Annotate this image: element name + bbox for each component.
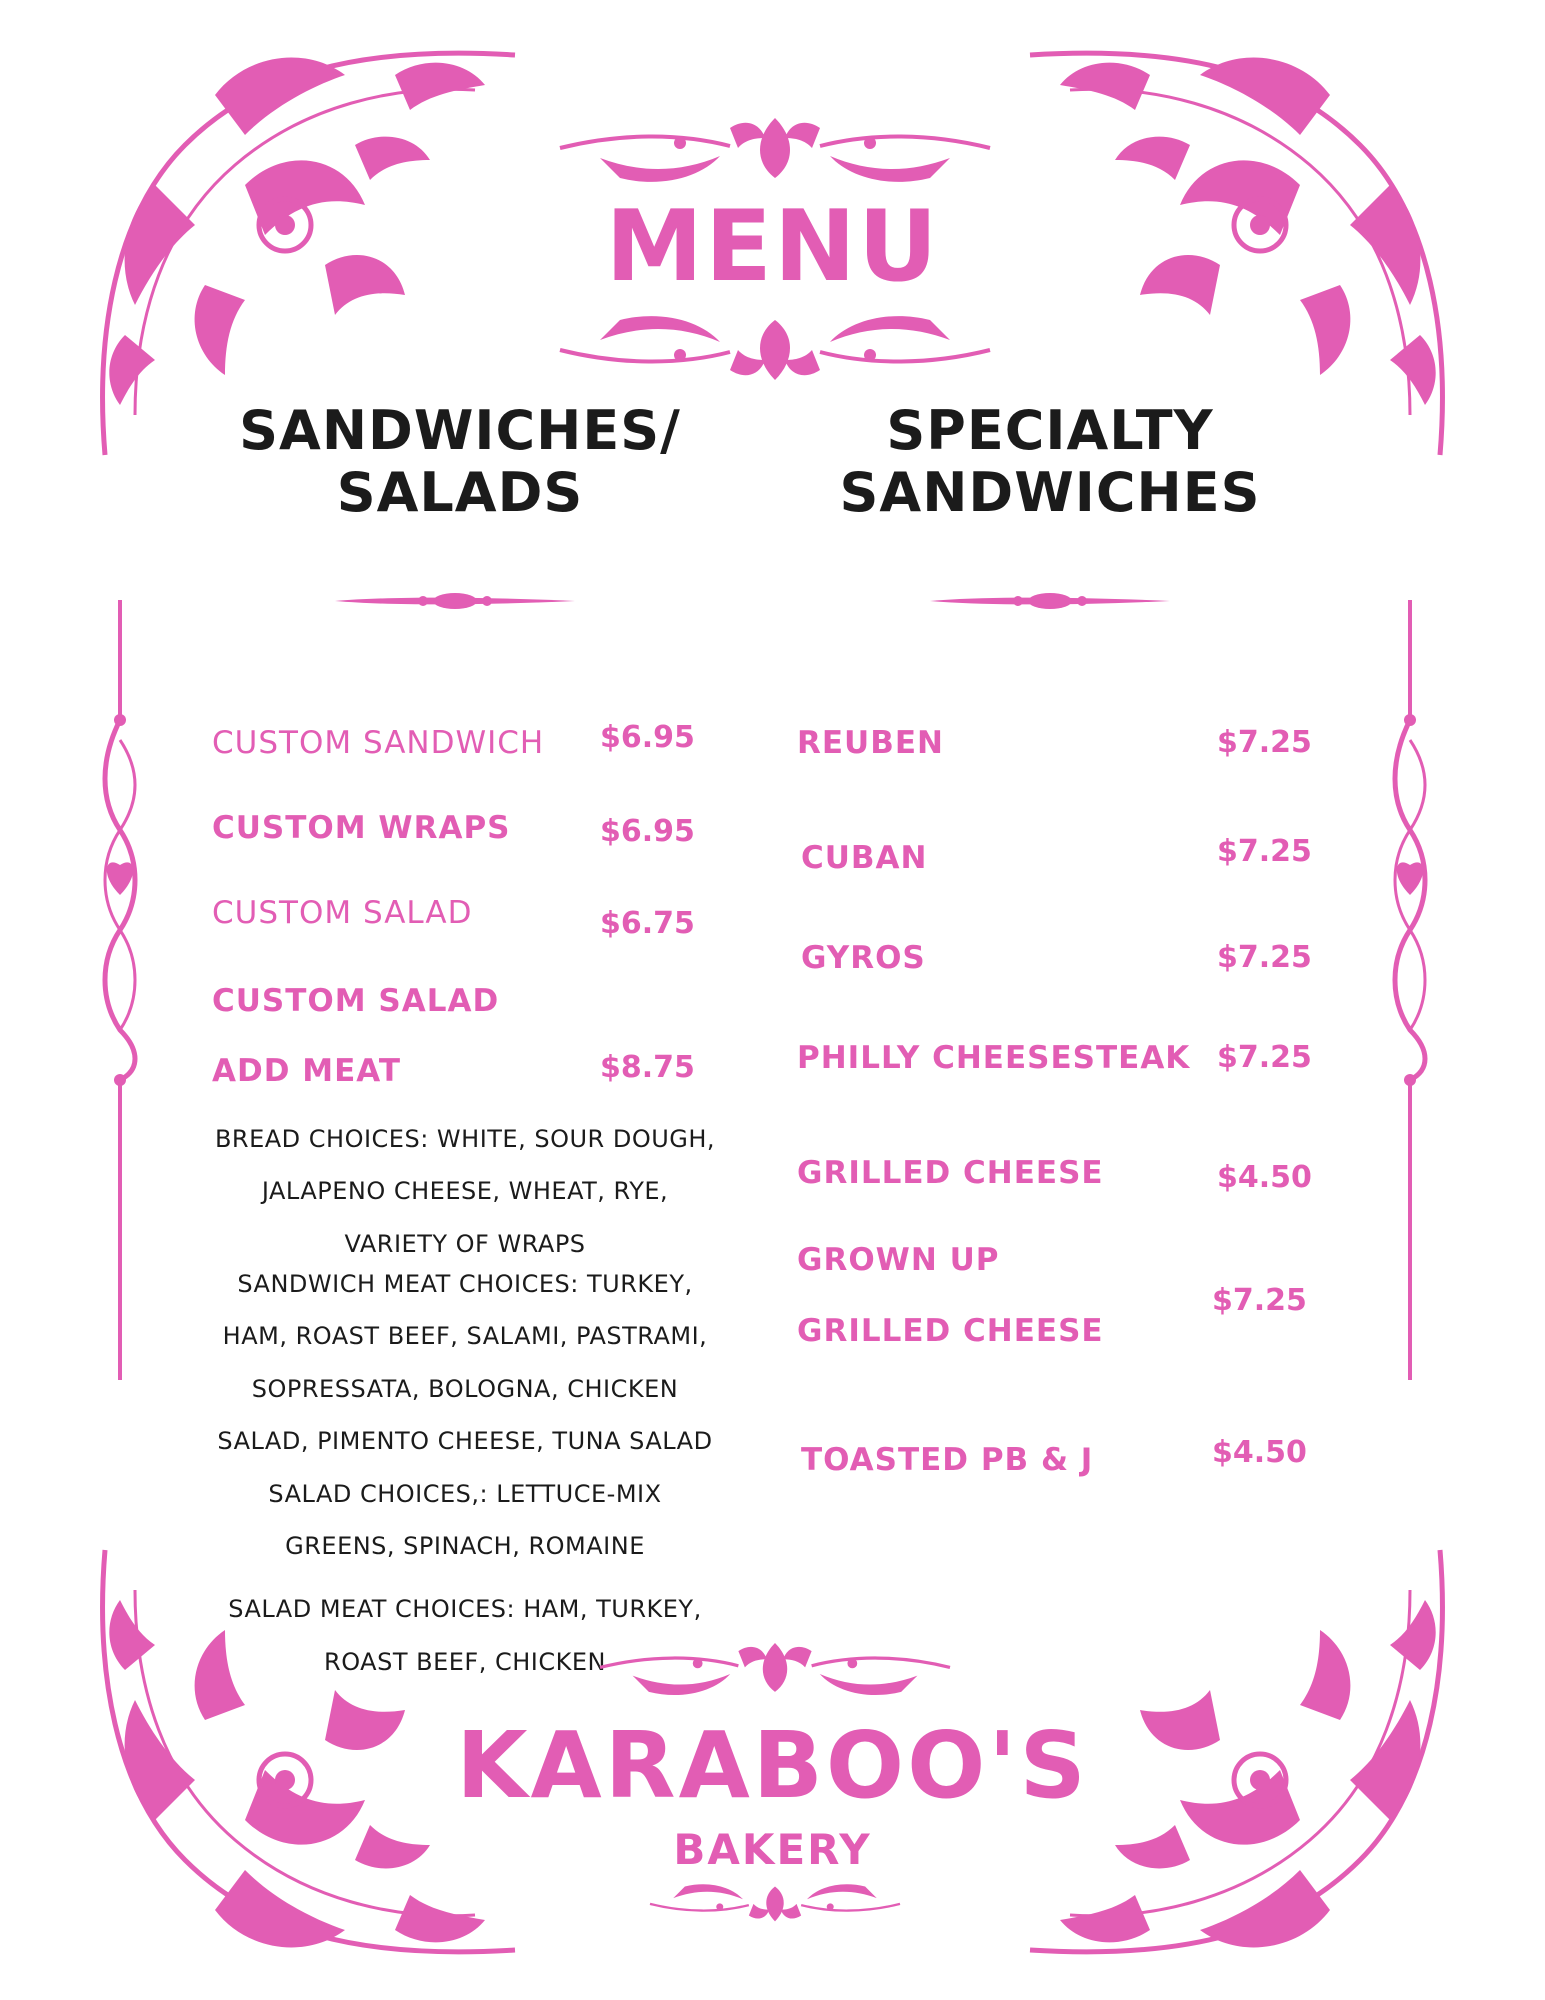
left-section-heading xyxy=(190,400,730,524)
list-item-name: ADD MEAT xyxy=(212,1053,402,1089)
right-heading-line1: SPECIALTY xyxy=(886,399,1214,462)
divider-flourish-icon xyxy=(650,1880,900,1922)
list-item-price: $6.95 xyxy=(600,814,695,849)
list-item-price: $7.25 xyxy=(1217,834,1312,869)
meat-choices-line: SANDWICH MEAT CHOICES: TURKEY, xyxy=(237,1270,693,1298)
right-heading-line2: SANDWICHES xyxy=(839,461,1261,524)
salad-choices-line: SALAD CHOICES,: LETTUCE-MIX xyxy=(268,1480,662,1508)
list-item-price: $7.25 xyxy=(1217,725,1312,760)
vertical-border-icon xyxy=(1390,600,1430,1380)
list-item-price: $8.75 xyxy=(600,1050,695,1085)
right-section-heading xyxy=(780,400,1320,524)
bread-choices-line: BREAD CHOICES: WHITE, SOUR DOUGH, xyxy=(214,1125,716,1153)
left-heading-line2: SALADS xyxy=(336,461,584,524)
list-item-name: TOASTED PB & J xyxy=(801,1442,1094,1478)
list-item-name: CUSTOM SANDWICH xyxy=(212,725,545,761)
divider-flourish-icon xyxy=(600,1643,950,1700)
meat-choices-line: HAM, ROAST BEEF, SALAMI, PASTRAMI, xyxy=(222,1322,708,1350)
bread-choices-line: JALAPENO CHEESE, WHEAT, RYE, xyxy=(261,1177,669,1205)
list-item-name: GROWN UP xyxy=(797,1242,1000,1278)
divider-flourish-icon xyxy=(335,591,575,611)
salad-meat-choices-line: SALAD MEAT CHOICES: HAM, TURKEY, xyxy=(228,1595,702,1623)
meat-choices-line: SOPRESSATA, BOLOGNA, CHICKEN xyxy=(251,1375,679,1403)
list-item-name: CUSTOM WRAPS xyxy=(212,810,511,846)
list-item-name: CUSTOM SALAD xyxy=(212,983,500,1019)
list-item-name: CUBAN xyxy=(801,840,928,876)
divider-flourish-icon xyxy=(560,118,990,188)
brand-subtitle: BAKERY xyxy=(673,1825,872,1874)
list-item-price: $4.50 xyxy=(1217,1160,1312,1195)
menu-title: MENU xyxy=(605,190,940,304)
list-item-price: $7.25 xyxy=(1212,1283,1307,1318)
list-item-price: $6.95 xyxy=(600,720,695,755)
brand-name: KARABOO'S xyxy=(456,1712,1089,1819)
list-item-name: GRILLED CHEESE xyxy=(797,1155,1104,1191)
list-item-name: REUBEN xyxy=(797,725,944,761)
list-item-price: $6.75 xyxy=(600,906,695,941)
list-item-name: GRILLED CHEESE xyxy=(797,1313,1104,1349)
list-item-name: CUSTOM SALAD xyxy=(212,895,473,931)
bread-choices-line: VARIETY OF WRAPS xyxy=(344,1230,586,1258)
meat-choices-line: SALAD, PIMENTO CHEESE, TUNA SALAD xyxy=(217,1427,713,1455)
list-item-name: PHILLY CHEESESTEAK xyxy=(797,1040,1191,1076)
list-item-name: GYROS xyxy=(801,940,926,976)
salad-meat-choices-line: ROAST BEEF, CHICKEN xyxy=(324,1648,606,1676)
list-item-price: $7.25 xyxy=(1217,940,1312,975)
list-item-price: $7.25 xyxy=(1217,1040,1312,1075)
salad-choices-line: GREENS, SPINACH, ROMAINE xyxy=(285,1532,645,1560)
divider-flourish-icon xyxy=(560,310,990,380)
left-heading-line1: SANDWICHES/ xyxy=(239,399,681,462)
list-item-price: $4.50 xyxy=(1212,1435,1307,1470)
divider-flourish-icon xyxy=(930,591,1170,611)
vertical-border-icon xyxy=(100,600,140,1380)
